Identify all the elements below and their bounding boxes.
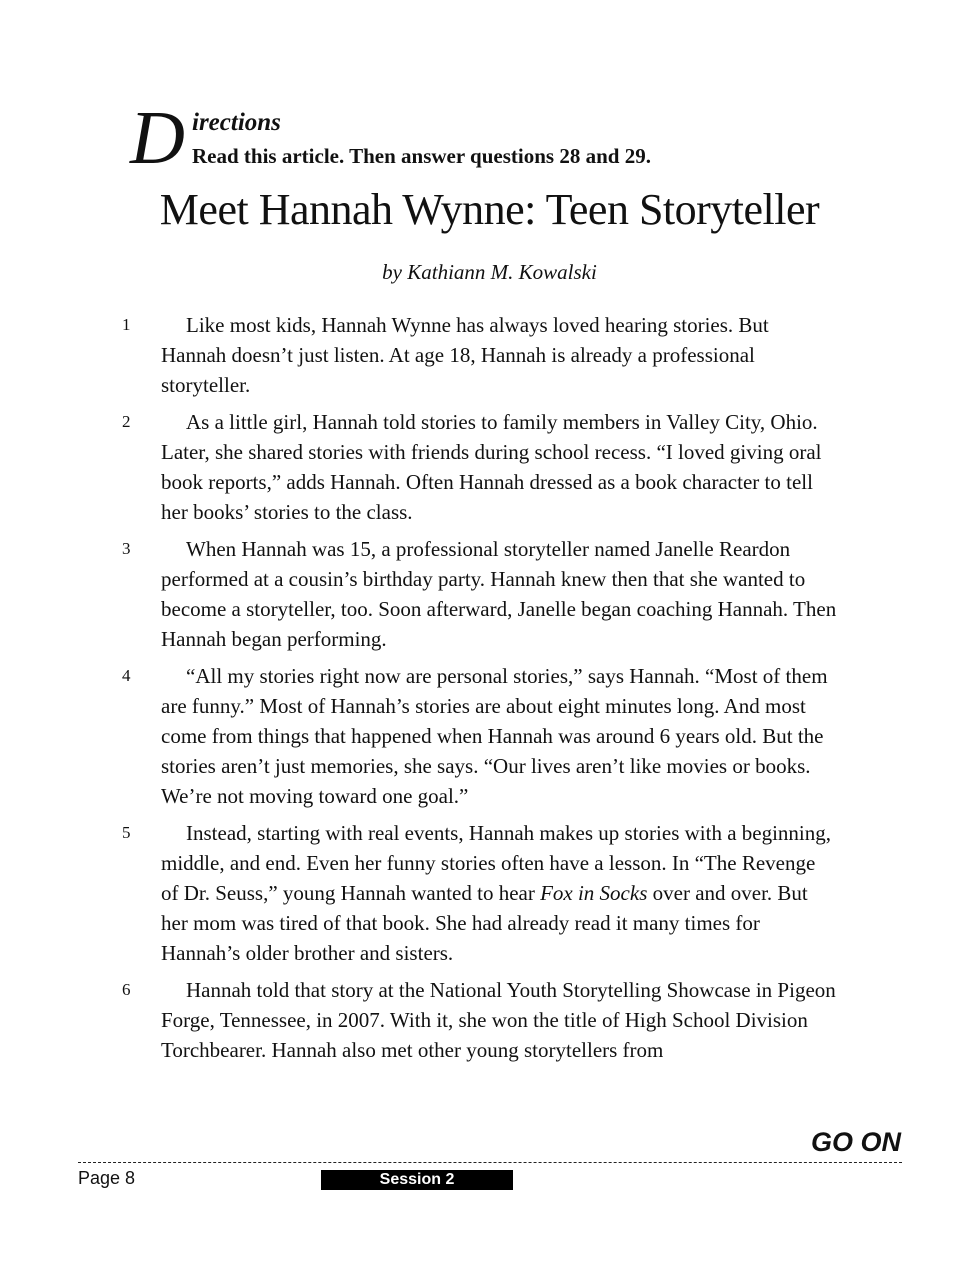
article-title: Meet Hannah Wynne: Teen Storyteller (159, 185, 820, 234)
paragraph-text: “All my stories right now are personal stories,” says Hannah. “Most of them are funny.” Most of Hannah’s stories are about eight minutes long. And most come from things that happened when Hannah was around 6 years old. But the stories aren’t just memories, she says. “Our lives aren’t like movies or books. We’re not moving toward one goal.” (161, 664, 828, 808)
directions-heading: irections (192, 109, 281, 136)
paragraph-text: Hannah told that story at the National Youth Storytelling Showcase in Pigeon Forge, Tennessee, in 2007. With it, she won the title of High School Division Torchbearer. Hannah also met other young storytellers from (161, 978, 836, 1062)
paragraph-text-start: Instead, starting with real events, Hannah makes up stories with a beginning, middle, and end. Even her funny stories often have a lesson. In “The Revenge of Dr. Seuss,” young Hannah wanted to hear (161, 821, 832, 905)
paragraph-number: 4 (122, 666, 131, 685)
paragraph-number: 1 (122, 315, 131, 334)
paragraph-2 (118, 407, 838, 527)
paragraph-text: As a little girl, Hannah told stories to family members in Valley City, Ohio. Later, she shared stories with friends during school recess. “I loved giving oral book reports,” adds Hannah. Often Hannah dressed as a book character to tell her books’ stories to the class. (161, 410, 822, 524)
go-on-label: GO ON (810, 1127, 901, 1157)
paragraph-text (161, 818, 838, 968)
footer-divider (78, 1162, 902, 1163)
book-title-italic: Fox in Socks (540, 881, 648, 905)
directions-drop-cap: D (130, 96, 185, 180)
paragraph-1 (118, 310, 838, 400)
paragraph-text: When Hannah was 15, a professional storyteller named Janelle Reardon performed at a cousin’s birthday party. Hannah knew then that she wanted to become a storyteller, too. Soon afterward, Janelle began coaching Hannah. Then Hannah began performing. (161, 537, 837, 651)
paragraph-5 (118, 818, 838, 968)
paragraph-text: Like most kids, Hannah Wynne has always loved hearing stories. But Hannah doesn’t just listen. At age 18, Hannah is already a professional storyteller. (161, 313, 769, 397)
paragraph-text-end: over and over. But her mom was tired of that book. She had already read it many times for Hannah’s older brother and sisters. (161, 881, 808, 965)
paragraph-number: 2 (122, 412, 131, 431)
article-byline: by Kathiann M. Kowalski (382, 260, 597, 284)
paragraph-4 (118, 661, 838, 811)
paragraph-number: 6 (122, 980, 131, 999)
directions-block (130, 96, 750, 180)
paragraph-number: 5 (122, 823, 131, 842)
directions-instruction: Read this article. Then answer questions 28 and 29. (192, 144, 651, 168)
session-badge: Session 2 (321, 1170, 513, 1190)
paragraph-3 (118, 534, 838, 654)
page-number: Page 8 (78, 1168, 136, 1188)
paragraph-6 (118, 975, 838, 1065)
paragraph-number: 3 (122, 539, 131, 558)
article-body (118, 310, 838, 1072)
